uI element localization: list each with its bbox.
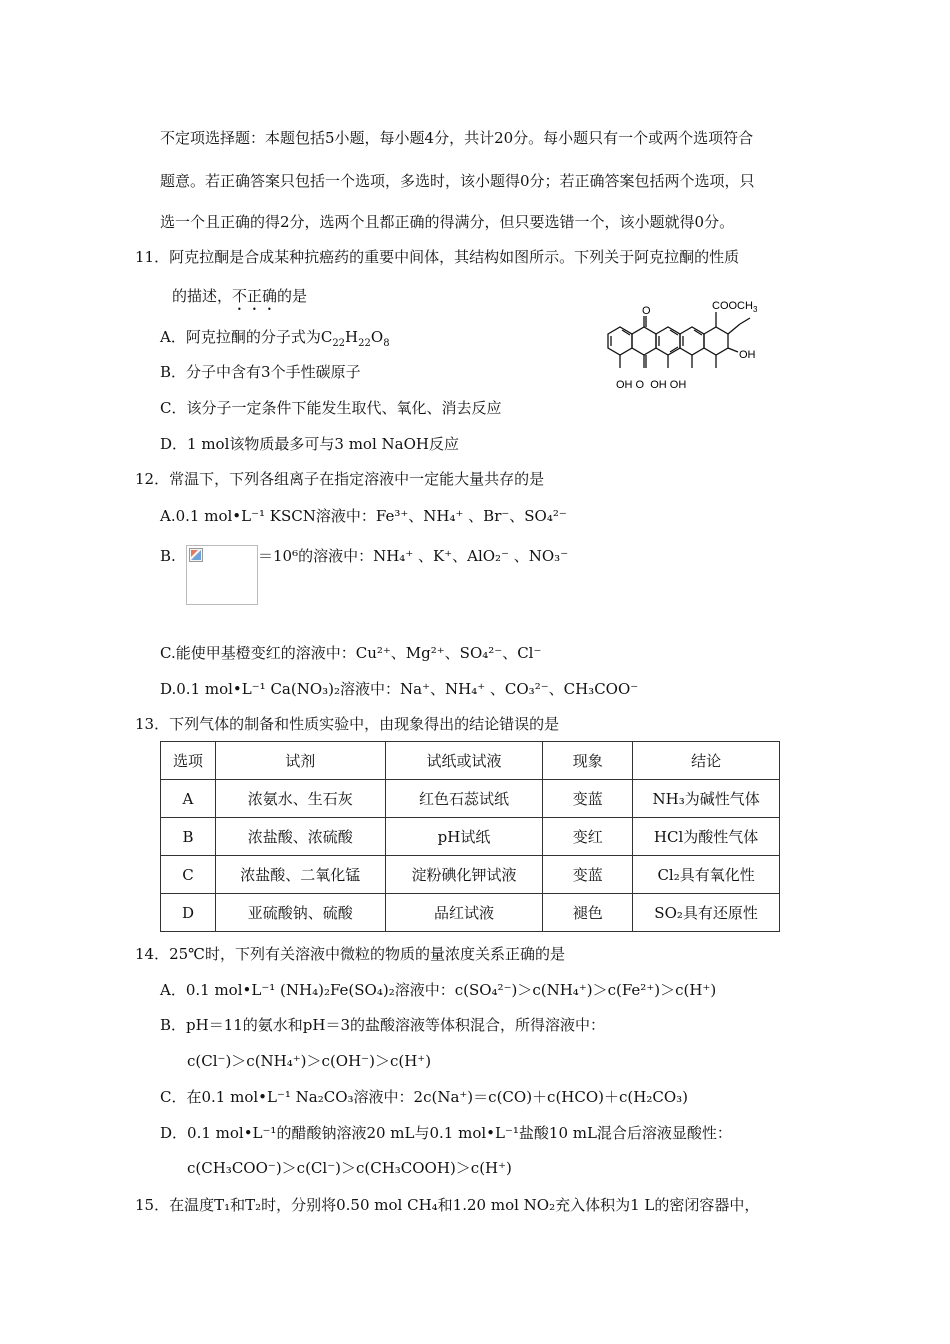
q14-option-d-line-1: D．0.1 mol•L⁻¹的醋酸钠溶液20 mL与0.1 mol•L⁻¹盐酸10 mL混合后溶液显酸性：	[160, 1124, 732, 1142]
q12-option-b-label: B.	[160, 547, 176, 565]
table-cell: 变蓝	[543, 780, 633, 818]
q14-option-a: A．0.1 mol•L⁻¹ (NH₄)₂Fe(SO₄)₂溶液中：c(SO₄²⁻)＞c(NH₄⁺)＞c(Fe²⁺)＞c(H⁺)	[160, 981, 717, 999]
q11-stem-line-2	[172, 286, 307, 314]
table-cell: D	[161, 894, 216, 932]
q11-stem-line-1: 11．阿克拉酮是合成某种抗癌药的重要中间体，其结构如图所示。下列关于阿克拉酮的性质	[135, 248, 740, 266]
table-cell: NH₃为碱性气体	[633, 780, 780, 818]
table-cell: SO₂具有还原性	[633, 894, 780, 932]
table-header-row	[161, 742, 780, 780]
table-cell: pH试纸	[385, 818, 543, 856]
q11-a-sub-o: 8	[383, 338, 390, 349]
table-cell: 浓盐酸、二氧化锰	[215, 856, 385, 894]
struct-o-top: O	[642, 305, 651, 317]
struct-bottom-labels: OH O OH OH	[616, 379, 687, 391]
table-cell: 变蓝	[543, 856, 633, 894]
q11-a-o: O	[370, 328, 384, 346]
q15-stem: 15．在温度T₁和T₂时，分别将0.50 mol CH₄和1.20 mol NO₂充入体积为1 L的密闭容器中，	[135, 1196, 760, 1214]
q13-table	[160, 741, 780, 932]
q14-option-d-line-2: c(CH₃COO⁻)＞c(Cl⁻)＞c(CH₃COOH)＞c(H⁺)	[187, 1159, 512, 1177]
intro-line-3: 选一个且正确的得2分，选两个且都正确的得满分，但只要选错一个，该小题就得0分。	[160, 213, 735, 231]
broken-image-icon	[189, 548, 203, 562]
table-cell: 亚硫酸钠、硫酸	[215, 894, 385, 932]
q11-option-b: B．分子中含有3个手性碳原子	[160, 363, 361, 381]
table-header-cell: 现象	[543, 742, 633, 780]
table-row	[161, 818, 780, 856]
table-cell: 红色石蕊试纸	[385, 780, 543, 818]
aklavinone-structure-diagram	[598, 296, 778, 396]
q11-option-c: C．该分子一定条件下能发生取代、氧化、消去反应	[160, 399, 502, 417]
q12-stem: 12．常温下，下列各组离子在指定溶液中一定能大量共存的是	[135, 470, 545, 488]
struct-oh-right: OH	[739, 349, 756, 361]
q11-emphasis: 不正确	[232, 287, 278, 305]
table-cell: 品红试液	[385, 894, 543, 932]
broken-image-placeholder	[186, 545, 258, 605]
table-header-cell: 选项	[161, 742, 216, 780]
q11-stem-suffix: 的是	[277, 287, 308, 305]
table-cell: 褪色	[543, 894, 633, 932]
q12-option-c: C.能使甲基橙变红的溶液中：Cu²⁺、Mg²⁺、SO₄²⁻、Cl⁻	[160, 644, 542, 662]
table-header-cell: 试纸或试液	[385, 742, 543, 780]
q14-stem: 14．25℃时，下列有关溶液中微粒的物质的量浓度关系正确的是	[135, 945, 565, 963]
table-cell: B	[161, 818, 216, 856]
table-header-cell: 试剂	[215, 742, 385, 780]
q12-option-d: D.0.1 mol•L⁻¹ Ca(NO₃)₂溶液中：Na⁺、NH₄⁺ 、CO₃²⁻、CH₃COO⁻	[160, 680, 639, 698]
table-cell: C	[161, 856, 216, 894]
q14-option-b-line-1: B．pH＝11的氨水和pH＝3的盐酸溶液等体积混合，所得溶液中：	[160, 1016, 606, 1034]
table-cell: 变红	[543, 818, 633, 856]
q11-a-h: H	[345, 328, 359, 346]
q14-option-c: C．在0.1 mol•L⁻¹ Na₂CO₃溶液中：2c(Na⁺)＝c(CO)＋c(HCO)＋c(H₂CO₃)	[160, 1088, 688, 1106]
table-cell: 淀粉碘化钾试液	[385, 856, 543, 894]
intro-line-1: 不定项选择题：本题包括5小题，每小题4分，共计20分。每小题只有一个或两个选项符合	[160, 129, 754, 147]
q11-a-text: A．阿克拉酮的分子式为C	[160, 328, 333, 346]
table-row	[161, 780, 780, 818]
table-cell: 浓氨水、生石灰	[215, 780, 385, 818]
q11-option-a	[160, 327, 390, 347]
q11-option-d: D．1 mol该物质最多可与3 mol NaOH反应	[160, 435, 459, 453]
q11-a-sub-h: 22	[358, 338, 371, 349]
q12-option-a: A.0.1 mol•L⁻¹ KSCN溶液中：Fe³⁺、NH₄⁺ 、Br⁻、SO₄²⁻	[160, 507, 567, 525]
q14-option-b-line-2: c(Cl⁻)＞c(NH₄⁺)＞c(OH⁻)＞c(H⁺)	[187, 1052, 432, 1070]
q12-option-b-text: ＝10⁶的溶液中：NH₄⁺ 、K⁺、AlO₂⁻ 、NO₃⁻	[258, 547, 569, 565]
table-cell: Cl₂具有氧化性	[633, 856, 780, 894]
q11-stem-prefix: 的描述，	[172, 287, 233, 305]
table-cell: 浓盐酸、浓硫酸	[215, 818, 385, 856]
intro-line-2: 题意。若正确答案只包括一个选项，多选时，该小题得0分；若正确答案包括两个选项，只	[160, 172, 755, 190]
table-row	[161, 894, 780, 932]
q13-stem: 13．下列气体的制备和性质实验中，由现象得出的结论错误的是	[135, 715, 560, 733]
table-cell: A	[161, 780, 216, 818]
struct-cooch3: $COOCH_3$	[712, 300, 758, 314]
table-cell: HCl为酸性气体	[633, 818, 780, 856]
table-header-cell: 结论	[633, 742, 780, 780]
table-row	[161, 856, 780, 894]
q11-a-sub-c: 22	[332, 338, 346, 349]
